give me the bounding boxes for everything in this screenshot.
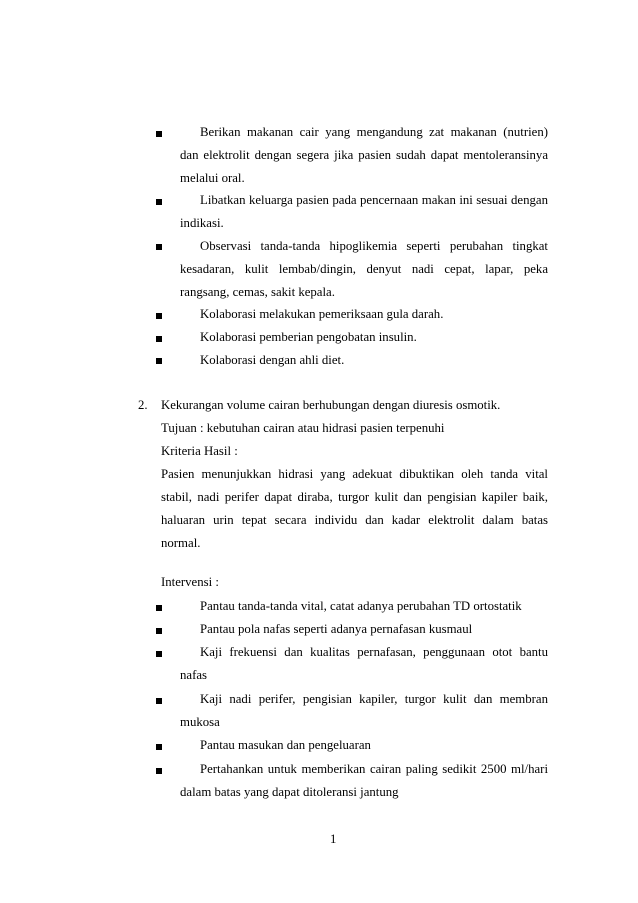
list-item [180, 758, 548, 805]
criteria-paragraph [161, 463, 548, 555]
page-number [330, 828, 336, 851]
list-item-line: Kaji nadi perifer, pengisian kapiler, turgor kulit dan membran [200, 691, 548, 706]
list-item-line: Kaji frekuensi dan kualitas pernafasan, penggunaan otot bantu [200, 645, 548, 660]
list-item-line: Kolaborasi melakukan pemeriksaan gula darah. [200, 307, 444, 322]
list-item [180, 235, 548, 303]
paragraph-line: haluaran urin tepat secara individu dan kadar elektrolit dalam batas [161, 513, 548, 527]
list-item [180, 189, 548, 235]
list-item-line: Pantau masukan dan pengeluaran [200, 738, 371, 753]
list-item [180, 641, 548, 688]
interventions-label: Intervensi : [161, 575, 219, 589]
section-number: 2. [138, 398, 148, 412]
list-item-line: dalam batas yang dapat ditoleransi jantung [180, 784, 399, 799]
list-item-line: indikasi. [180, 216, 224, 231]
section-title: Kekurangan volume cairan berhubungan dengan diuresis osmotik. [161, 398, 501, 412]
list-item [180, 618, 548, 641]
square-bullet-icon [156, 628, 162, 634]
page-number-text: 1 [330, 832, 337, 846]
paragraph-line: Pasien menunjukkan hidrasi yang adekuat dibuktikan oleh tanda vital [161, 467, 548, 481]
list-item [180, 121, 548, 189]
nutrition-interventions-list [180, 121, 548, 372]
list-item [180, 688, 548, 735]
list-item-line: Pantau tanda-tanda vital, catat adanya perubahan TD ortostatik [200, 598, 522, 613]
square-bullet-icon [156, 313, 162, 319]
list-item [180, 734, 548, 757]
square-bullet-icon [156, 768, 162, 774]
list-item-line: Kolaborasi pemberian pengobatan insulin. [200, 330, 417, 345]
list-item-line: mukosa [180, 714, 220, 729]
list-item-line: Kolaborasi dengan ahli diet. [200, 352, 345, 367]
list-item-line: Pertahankan untuk memberikan cairan paling sedikit 2500 ml/hari [200, 761, 548, 776]
criteria-label: Kriteria Hasil : [161, 444, 238, 458]
square-bullet-icon [156, 244, 162, 250]
square-bullet-icon [156, 131, 162, 137]
square-bullet-icon [156, 199, 162, 205]
square-bullet-icon [156, 744, 162, 750]
paragraph-line: normal. [161, 536, 201, 550]
square-bullet-icon [156, 358, 162, 364]
square-bullet-icon [156, 698, 162, 704]
square-bullet-icon [156, 651, 162, 657]
fluid-interventions-list [180, 595, 548, 805]
list-item-line: kesadaran, kulit lembab/dingin, denyut nadi cepat, lapar, peka [180, 261, 548, 276]
square-bullet-icon [156, 336, 162, 342]
square-bullet-icon [156, 605, 162, 611]
interventions-heading [161, 571, 548, 594]
paragraph-line: stabil, nadi perifer dapat diraba, turgor kulit dan pengisian kapiler baik, [161, 490, 548, 504]
list-item-line: rangsang, cemas, sakit kepala. [180, 284, 335, 299]
list-item-line: Libatkan keluarga pasien pada pencernaan makan ini sesuai dengan [200, 193, 548, 208]
list-item [180, 349, 548, 372]
list-item-line: Pantau pola nafas seperti adanya pernafasan kusmaul [200, 621, 473, 636]
list-item-line: dan elektrolit dengan segera jika pasien sudah dapat mentoleransinya [180, 147, 548, 162]
list-item [180, 595, 548, 618]
list-item [180, 326, 548, 349]
list-item-line: nafas [180, 668, 207, 683]
section-2 [138, 394, 548, 555]
list-item-line: Berikan makanan cair yang mengandung zat makanan (nutrien) [200, 125, 548, 139]
section-heading [138, 394, 548, 417]
list-item [180, 303, 548, 326]
list-item-line: melalui oral. [180, 170, 245, 185]
goal-text: Tujuan : kebutuhan cairan atau hidrasi pasien terpenuhi [161, 421, 445, 435]
list-item-line: Observasi tanda-tanda hipoglikemia seperti perubahan tingkat [200, 238, 548, 253]
